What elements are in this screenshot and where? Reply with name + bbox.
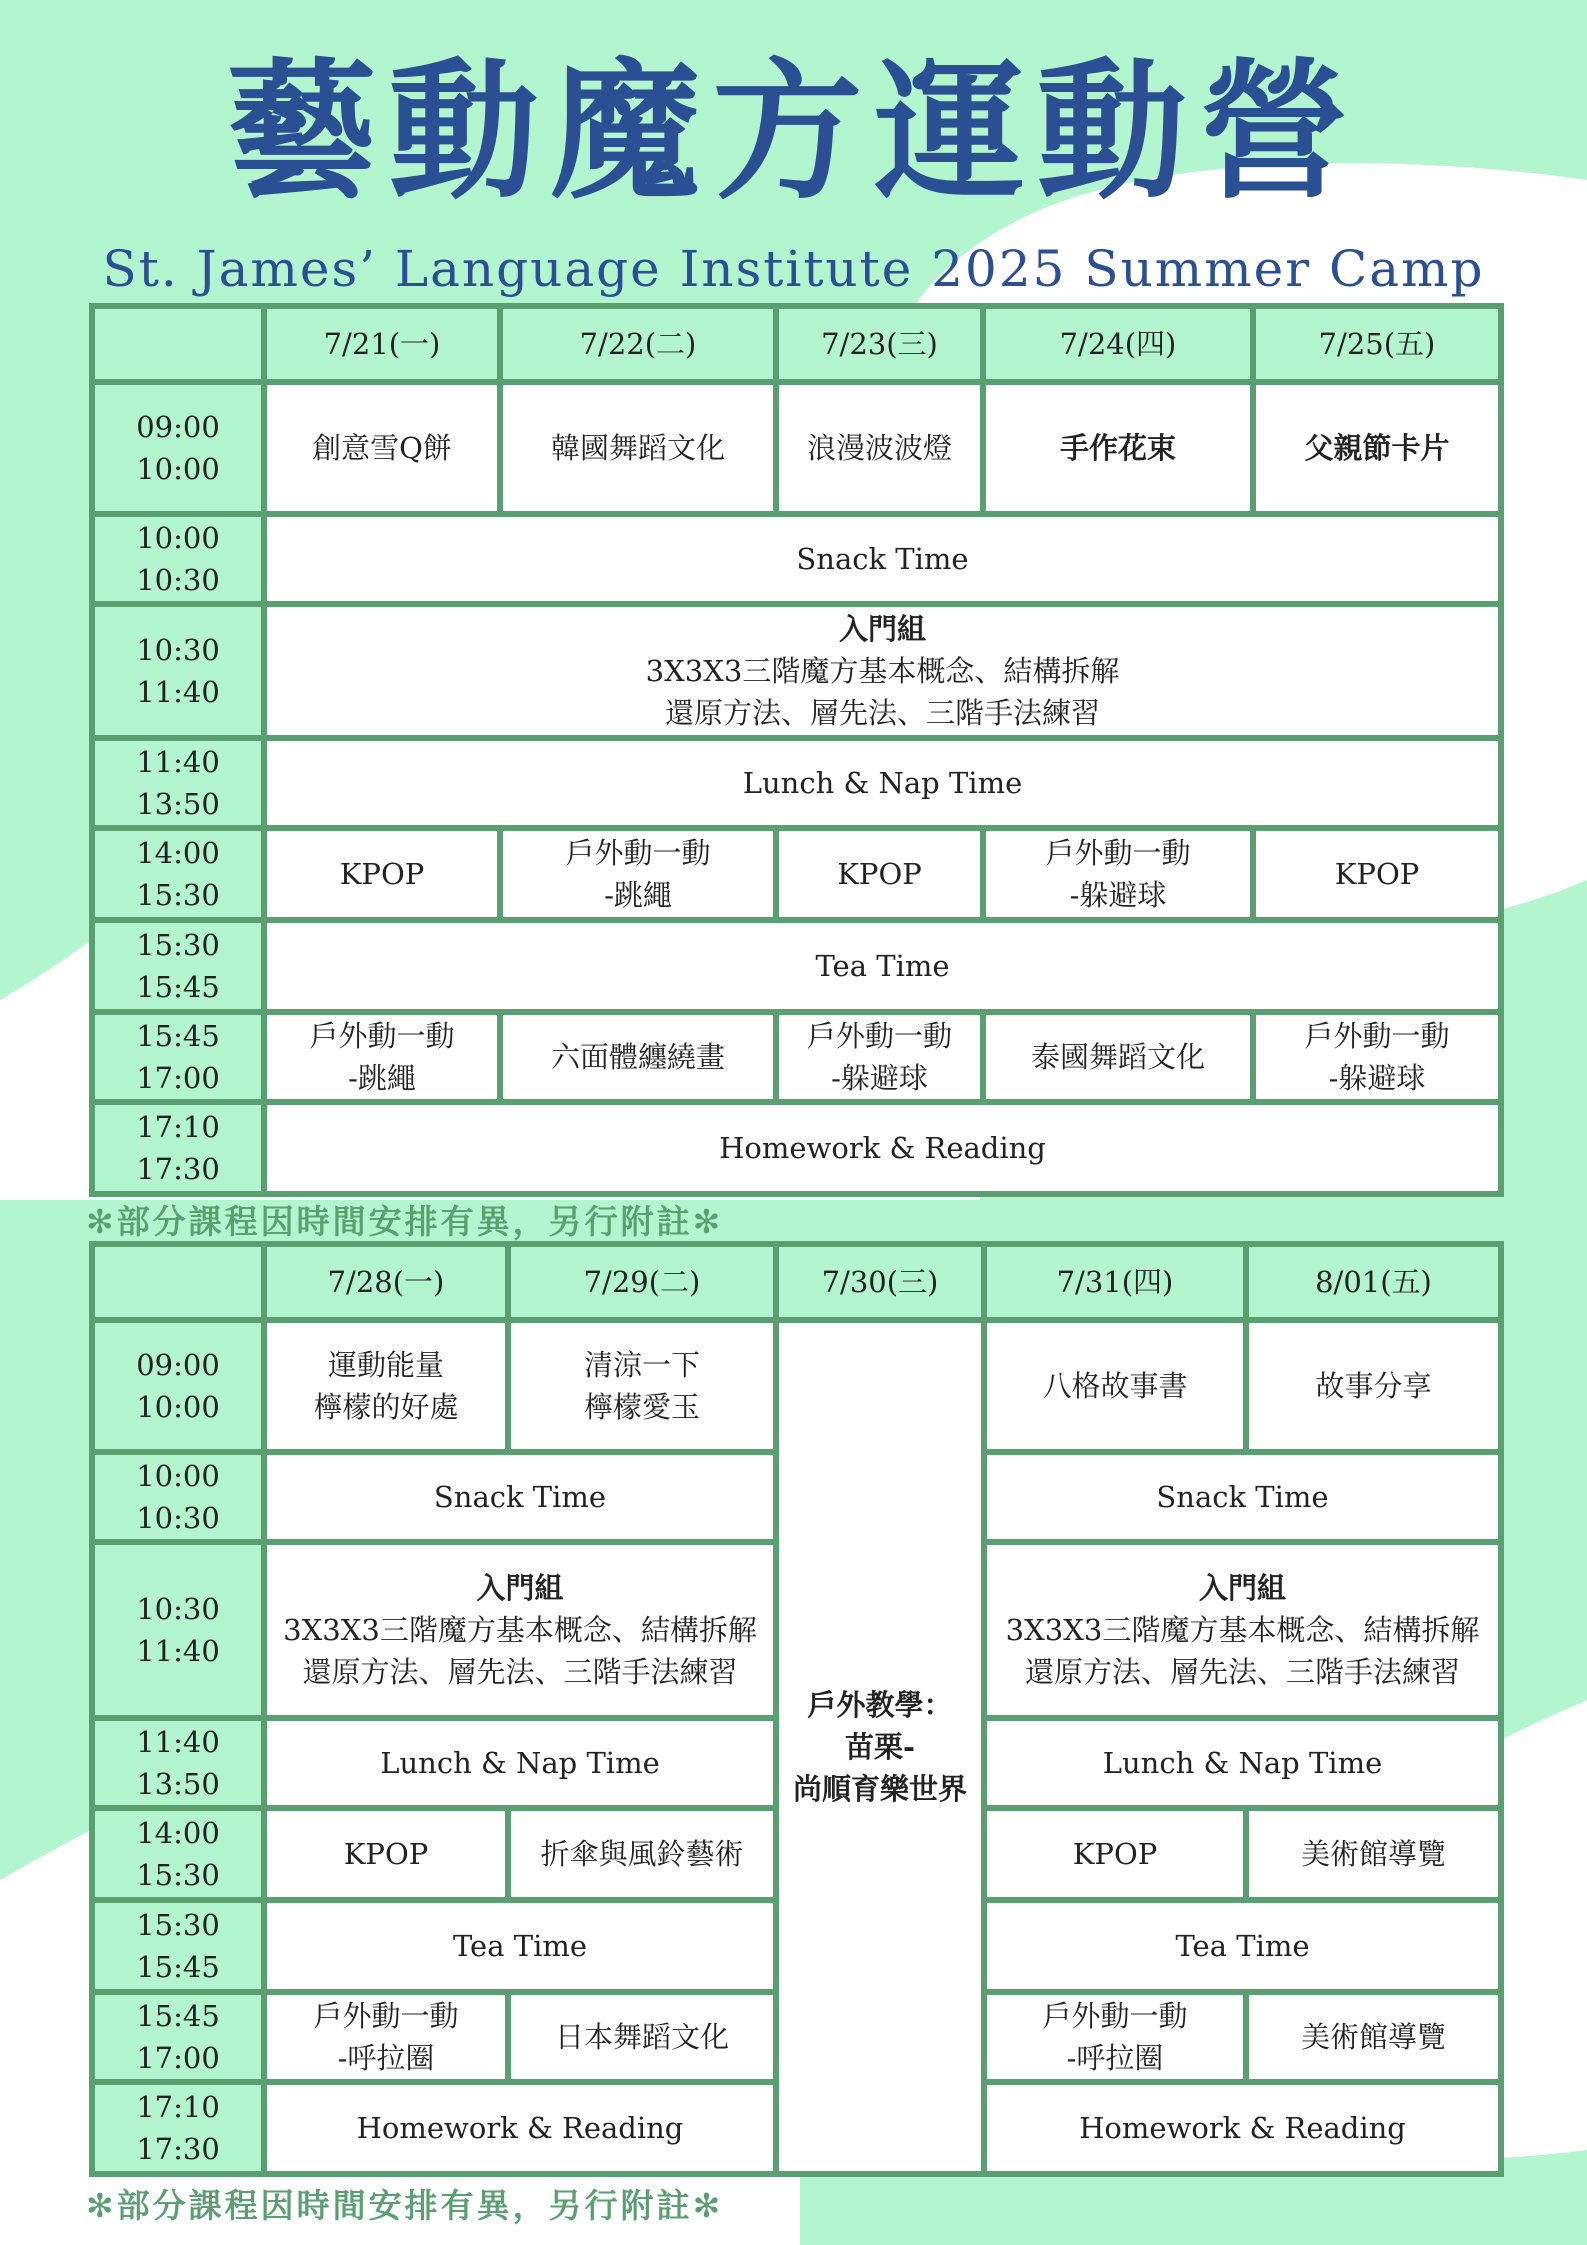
lunch-time-cell: Lunch & Nap Time [264,1718,776,1808]
week1-row-cube [92,604,1501,738]
time-slot: 09:00 10:00 [92,382,264,514]
time-slot: 10:00 10:30 [92,1452,264,1542]
tea-time-cell: Tea Time [264,920,1501,1012]
week2-date: 7/28(一) [264,1244,508,1320]
page-subtitle: St. James’ Language Institute 2025 Summer Camp [102,240,1485,298]
schedule-note: ✻部分課程因時間安排有異，另行附註✻ [86,2186,724,2225]
activity-cell: 父親節卡片 [1253,382,1501,514]
week1-date: 7/25(五) [1253,306,1501,382]
week2-header-row [92,1244,1501,1320]
week2-date: 7/29(二) [508,1244,776,1320]
activity-cell: 戶外動一動 -呼拉圈 [984,1992,1246,2082]
time-slot: 15:30 15:45 [92,920,264,1012]
snack-time-cell: Snack Time [264,514,1501,604]
cube-class-cell [264,604,1501,738]
homework-cell: Homework & Reading [984,2082,1501,2174]
activity-cell: 戶外動一動 -躲避球 [983,828,1253,920]
homework-cell: Homework & Reading [264,1102,1501,1194]
time-slot: 15:45 17:00 [92,1012,264,1102]
homework-cell: Homework & Reading [264,2082,776,2174]
week2-date: 7/31(四) [984,1244,1246,1320]
cube-class-title: 入門組 [838,612,926,646]
activity-cell: 泰國舞蹈文化 [983,1012,1253,1102]
week1-row-afternoon [92,828,1501,920]
week2-date: 7/30(三) [776,1244,984,1320]
week1-row-late [92,1012,1501,1102]
cube-class-line: 3X3X3三階魔方基本概念、結構拆解 [1005,1613,1480,1647]
week2-date: 8/01(五) [1246,1244,1501,1320]
week1-header-row [92,306,1501,382]
activity-cell: 韓國舞蹈文化 [500,382,776,514]
cube-class-line: 還原方法、層先法、三階手法練習 [302,1655,738,1689]
time-slot: 11:40 13:50 [92,738,264,828]
activity-cell: KPOP [264,828,500,920]
snack-time-cell: Snack Time [264,1452,776,1542]
lunch-time-cell: Lunch & Nap Time [264,738,1501,828]
page-title: 藝動魔方運動營 [226,44,1361,220]
activity-cell: KPOP [776,828,983,920]
week1-date: 7/22(二) [500,306,776,382]
activity-cell: 故事分享 [1246,1320,1501,1452]
cube-class-line: 3X3X3三階魔方基本概念、結構拆解 [283,1613,757,1647]
cube-class-line: 3X3X3三階魔方基本概念、結構拆解 [645,654,1120,688]
activity-cell: 戶外動一動 -跳繩 [264,1012,500,1102]
time-slot: 09:00 10:00 [92,1320,264,1452]
time-slot: 15:30 15:45 [92,1900,264,1992]
cube-class-line: 還原方法、層先法、三階手法練習 [664,696,1100,730]
week1-row-snack [92,514,1501,604]
time-slot: 10:30 11:40 [92,604,264,738]
activity-cell: 戶外動一動 -呼拉圈 [264,1992,508,2082]
activity-cell: 創意雪Q餅 [264,382,500,514]
activity-cell: 六面體纏繞畫 [500,1012,776,1102]
activity-cell: 手作花束 [983,382,1253,514]
cube-class-cell [264,1542,776,1718]
activity-cell: 美術館導覽 [1246,1808,1501,1900]
time-slot: 11:40 13:50 [92,1718,264,1808]
corner-cell [92,1244,264,1320]
time-slot: 17:10 17:30 [92,1102,264,1194]
activity-cell: 美術館導覽 [1246,1992,1501,2082]
time-slot: 10:30 11:40 [92,1542,264,1718]
activity-cell: 日本舞蹈文化 [508,1992,776,2082]
activity-cell: 戶外動一動 -跳繩 [500,828,776,920]
corner-cell [92,306,264,382]
week2-row-morning [92,1320,1501,1452]
snack-time-cell: Snack Time [984,1452,1501,1542]
week1-row-lunch [92,738,1501,828]
activity-cell: 戶外動一動 -躲避球 [1253,1012,1501,1102]
time-slot: 10:00 10:30 [92,514,264,604]
field-trip-cell: 戶外教學： 苗栗- 尚順育樂世界 [776,1320,984,2174]
time-slot: 14:00 15:30 [92,828,264,920]
activity-cell: 運動能量 檸檬的好處 [264,1320,508,1452]
activity-cell: KPOP [264,1808,508,1900]
activity-cell: 清涼一下 檸檬愛玉 [508,1320,776,1452]
week1-row-tea [92,920,1501,1012]
cube-class-line: 還原方法、層先法、三階手法練習 [1024,1655,1460,1689]
week1-date: 7/24(四) [983,306,1253,382]
cube-class-cell [984,1542,1501,1718]
lunch-time-cell: Lunch & Nap Time [984,1718,1501,1808]
week1-row-morning [92,382,1501,514]
time-slot: 14:00 15:30 [92,1808,264,1900]
week1-row-homework [92,1102,1501,1194]
cube-class-title: 入門組 [476,1571,564,1605]
week1-schedule-table [89,303,1504,1197]
activity-cell: 八格故事書 [984,1320,1246,1452]
time-slot: 15:45 17:00 [92,1992,264,2082]
time-slot: 17:10 17:30 [92,2082,264,2174]
week2-schedule-table [89,1241,1504,2177]
week1-date: 7/21(一) [264,306,500,382]
tea-time-cell: Tea Time [264,1900,776,1992]
activity-cell: KPOP [1253,828,1501,920]
cube-class-title: 入門組 [1198,1571,1286,1605]
schedule-note: ✻部分課程因時間安排有異，另行附註✻ [86,1202,724,1241]
activity-cell: 浪漫波波燈 [776,382,983,514]
activity-cell: 戶外動一動 -躲避球 [776,1012,983,1102]
week1-date: 7/23(三) [776,306,983,382]
tea-time-cell: Tea Time [984,1900,1501,1992]
activity-cell: KPOP [984,1808,1246,1900]
activity-cell: 折傘與風鈴藝術 [508,1808,776,1900]
